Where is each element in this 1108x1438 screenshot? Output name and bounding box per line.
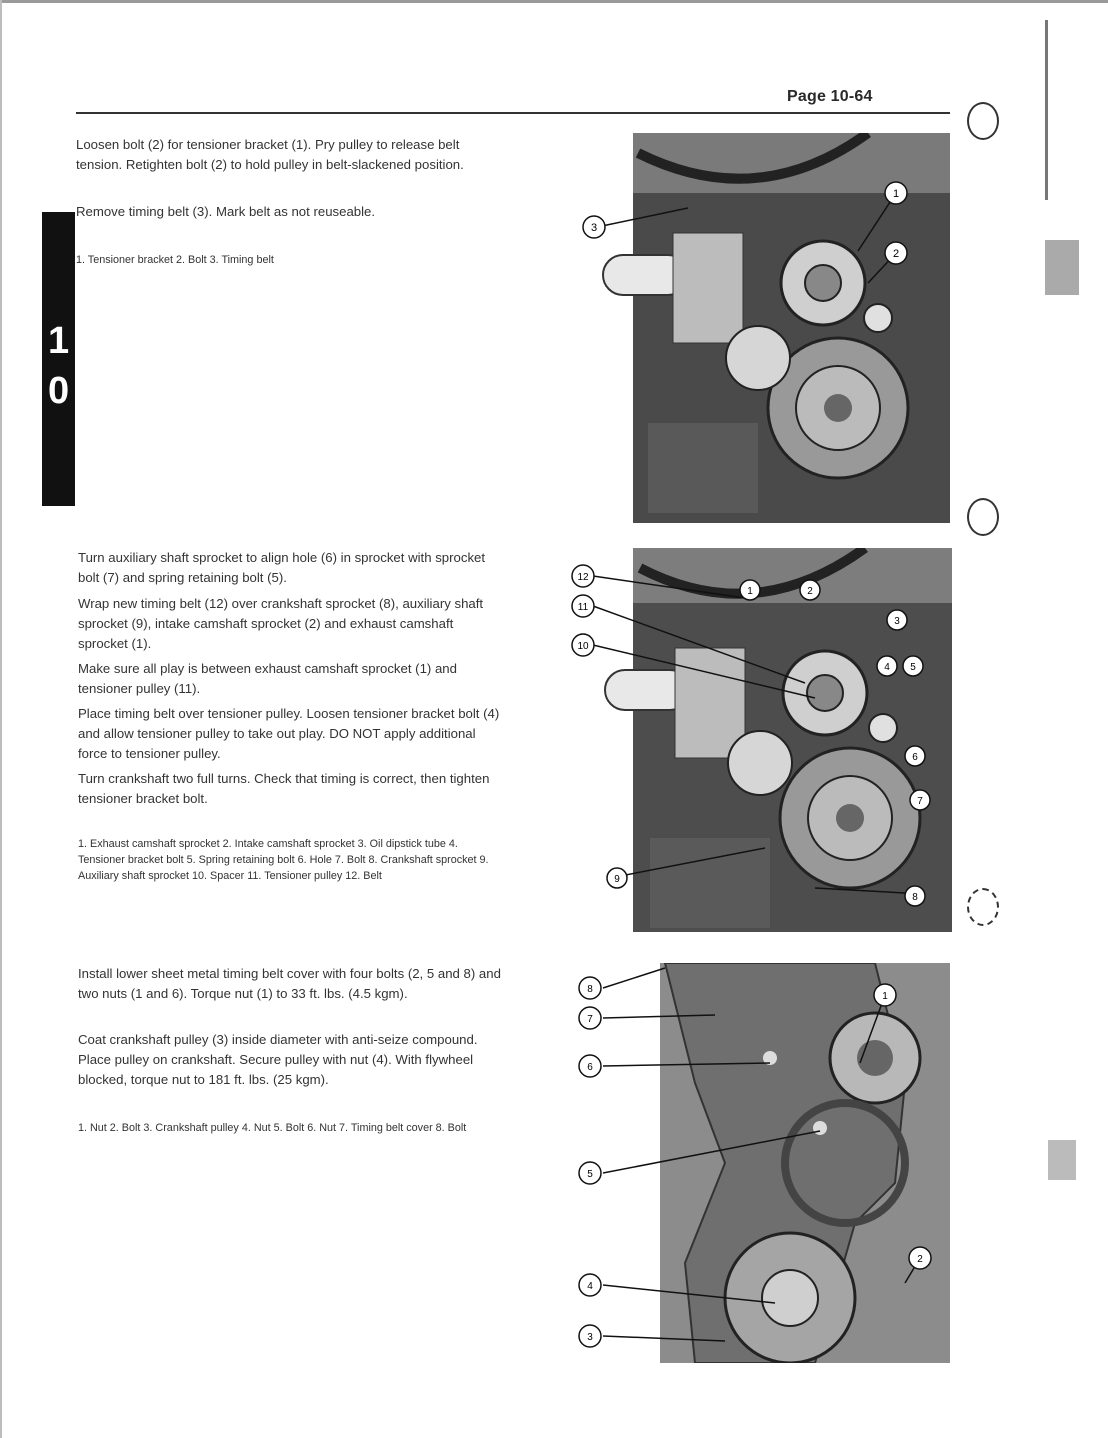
section2-paragraph-5: Turn crankshaft two full turns. Check that timing is correct, then tighten tensioner bracket bolt.: [78, 771, 490, 806]
callout-7: 7: [917, 796, 923, 807]
binder-hole-bottom: [967, 888, 999, 926]
photo-timing-belt-install: [565, 548, 952, 932]
binder-hole-middle: [967, 498, 999, 536]
section3-paragraph-1: Install lower sheet metal timing belt cover with four bolts (2, 5 and 8) and two nuts (1 and 6). Torque nut (1) to 33 ft. lbs. (4.5 kgm).: [78, 966, 501, 1001]
photo-timing-belt-cover: [575, 963, 950, 1363]
callout-2: 2: [892, 248, 900, 260]
header-rule: [76, 112, 950, 114]
callout-6: 6: [587, 1062, 593, 1073]
callout-6: 6: [912, 752, 918, 763]
page-top-edge: [0, 0, 1108, 3]
section-tab-digit-2: 0: [48, 370, 70, 412]
callout-5: 5: [587, 1169, 593, 1180]
callout-1: 1: [892, 188, 900, 200]
section2-paragraph-3: Make sure all play is between exhaust camshaft sprocket (1) and tensioner pulley (11).: [78, 661, 457, 696]
callout-1: 1: [882, 991, 888, 1002]
callout-2: 2: [917, 1254, 923, 1265]
margin-block: [1045, 240, 1079, 295]
callout-11: 11: [577, 602, 589, 613]
page-left-edge: [0, 0, 2, 1438]
section1-paragraph-2: Remove timing belt (3). Mark belt as not reuseable.: [76, 204, 376, 219]
section3-caption: 1. Nut 2. Bolt 3. Crankshaft pulley 4. Nut 5. Bolt 6. Nut 7. Timing belt cover 8. Bolt: [78, 1122, 467, 1134]
section2-caption: 1. Exhaust camshaft sprocket 2. Intake camshaft sprocket 3. Oil dipstick tube 4. Tensioner bracket bolt 5. Spring retaining bolt 6. Hole 7. Bolt 8. Crankshaft sprocket 9. Auxiliary shaft sprocket 10. Spacer 11. Tensioner pulley 12. Belt: [78, 838, 489, 882]
section2-paragraph-4: Place timing belt over tensioner pulley. Loosen tensioner bracket bolt (4) and allow tensioner pulley to take out play. DO NOT apply additional force to tensioner pulley.: [78, 706, 500, 761]
page-number-header: Page 10-64: [787, 88, 873, 105]
callout-8: 8: [912, 892, 918, 903]
photo-tensioner-removal: [578, 133, 950, 523]
callout-2: 2: [807, 586, 813, 597]
callout-3: 3: [590, 222, 598, 234]
callout-1: 1: [747, 586, 753, 597]
section1-caption: 1. Tensioner bracket 2. Bolt 3. Timing belt: [76, 254, 274, 266]
callout-3: 3: [587, 1332, 593, 1343]
callout-3: 3: [894, 616, 900, 627]
callout-10: 10: [577, 641, 589, 652]
margin-bar-top: [1045, 20, 1048, 200]
section2-paragraph-2: Wrap new timing belt (12) over crankshaft sprocket (8), auxiliary shaft sprocket (9), intake camshaft sprocket (2) and exhaust camshaft sprocket (1).: [78, 596, 484, 651]
section2-paragraph-1: Turn auxiliary shaft sprocket to align hole (6) in sprocket with sprocket bolt (7) and spring retaining bolt (5).: [78, 550, 486, 585]
binder-hole-top: [967, 102, 999, 140]
callout-12: 12: [577, 572, 589, 583]
callout-8: 8: [587, 984, 593, 995]
callout-5: 5: [910, 662, 916, 673]
section-tab-digit-1: 1: [48, 320, 70, 362]
callout-9: 9: [614, 874, 620, 885]
callout-7: 7: [587, 1014, 593, 1025]
section3-paragraph-2: Coat crankshaft pulley (3) inside diameter with anti-seize compound. Place pulley on crankshaft. Secure pulley with nut (4). With flywheel blocked, torque nut to 181 ft. lbs. (25 kgm).: [78, 1032, 478, 1087]
callout-4: 4: [884, 662, 890, 673]
margin-block-lower: [1048, 1140, 1076, 1180]
callout-4: 4: [587, 1281, 593, 1292]
section1-paragraph-1: Loosen bolt (2) for tensioner bracket (1). Pry pulley to release belt tension. Retighten bolt (2) to hold pulley in belt-slackened position.: [76, 137, 464, 172]
